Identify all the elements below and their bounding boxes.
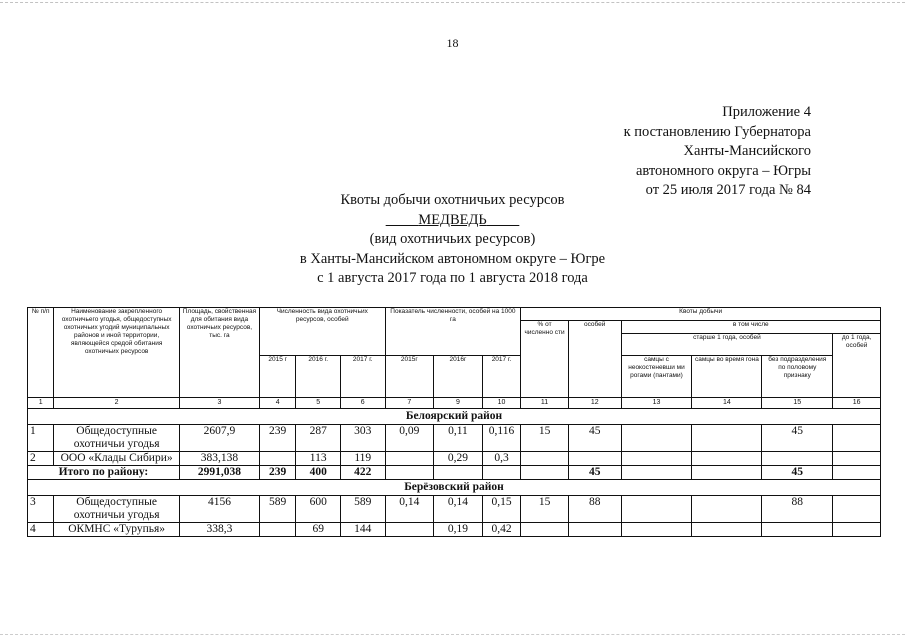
total-empty xyxy=(621,466,692,480)
header-older: старше 1 года, особей xyxy=(621,334,833,356)
species-name xyxy=(386,212,520,228)
appendix-block xyxy=(624,103,811,201)
scan-edge-bottom xyxy=(0,634,905,635)
cell-individuals: 88 xyxy=(568,496,621,523)
header-no-sex: без подразделения по половому признаку xyxy=(762,356,833,398)
page-number: 18 xyxy=(446,36,459,50)
header-males-no-horns: самцы с неокостеневши ми рогами (пантами) xyxy=(621,356,692,398)
quota-table xyxy=(27,307,881,537)
title-line: Квоты добычи охотничьих ресурсов xyxy=(340,192,565,208)
total-empty xyxy=(833,466,881,480)
table-row xyxy=(28,452,881,466)
header-no: № п/п xyxy=(28,308,54,398)
col-num: 2 xyxy=(54,398,180,409)
col-num: 1 xyxy=(28,398,54,409)
cell-d2015 xyxy=(385,452,434,466)
header-d2016: 2016г xyxy=(434,356,483,398)
cell-d2016: 0,14 xyxy=(434,496,483,523)
cell-c14 xyxy=(692,425,762,452)
header-name: Наименование закрепленного охотничьего угодья, общедоступных охотничьих угодий муниципальных районов и иной территории, являющейся средой обитания охотничьих ресурсов xyxy=(54,308,180,398)
cell-c16 xyxy=(833,496,881,523)
cell-p2017: 589 xyxy=(340,496,385,523)
species-text: МЕДВЕДЬ xyxy=(418,211,487,228)
col-num: 16 xyxy=(833,398,881,409)
region-name: Белоярский район xyxy=(28,409,881,425)
cell-p2016: 287 xyxy=(296,425,341,452)
cell-c15: 88 xyxy=(762,496,833,523)
header-d2017: 2017 г. xyxy=(482,356,521,398)
cell-d2016: 0,29 xyxy=(434,452,483,466)
cell-no: 3 xyxy=(28,496,54,523)
cell-d2017: 0,116 xyxy=(482,425,521,452)
total-p2017: 422 xyxy=(340,466,385,480)
col-num: 3 xyxy=(179,398,259,409)
cell-p2017: 303 xyxy=(340,425,385,452)
appendix-line: от 25 июля 2017 года № 84 xyxy=(645,182,811,198)
cell-c16 xyxy=(833,425,881,452)
cell-name: Общедоступные охотничьи угодья xyxy=(54,425,180,452)
total-p2015: 239 xyxy=(259,466,295,480)
header-d2015: 2015г xyxy=(385,356,434,398)
table-row xyxy=(28,425,881,452)
appendix-line: к постановлению Губернатора xyxy=(623,123,811,140)
cell-d2015: 0,09 xyxy=(385,425,434,452)
cell-c14 xyxy=(692,452,762,466)
header-y2016: 2016 г. xyxy=(296,356,341,398)
header-density: Показатель численности, особей на 1000 га xyxy=(385,308,521,356)
total-label: Итого по району: xyxy=(28,466,180,480)
appendix-line: автономного округа – Югры xyxy=(635,162,811,179)
cell-p2017: 144 xyxy=(340,523,385,537)
cell-p2016: 113 xyxy=(296,452,341,466)
cell-individuals xyxy=(568,452,621,466)
total-individuals: 45 xyxy=(568,466,621,480)
total-empty xyxy=(385,466,434,480)
col-num: 12 xyxy=(568,398,621,409)
cell-pct: 15 xyxy=(521,496,569,523)
cell-area: 4156 xyxy=(179,496,259,523)
cell-p2016: 69 xyxy=(296,523,341,537)
cell-c16 xyxy=(833,523,881,537)
title-line: в Ханты-Мансийском автономном округе – Югре xyxy=(299,250,606,267)
header-y2015: 2015 г xyxy=(259,356,295,398)
col-num: 9 xyxy=(434,398,483,409)
cell-c16 xyxy=(833,452,881,466)
header-pct: % от численно сти xyxy=(521,321,569,398)
col-num: 15 xyxy=(762,398,833,409)
cell-d2017: 0,42 xyxy=(482,523,521,537)
header-quota: Квоты добычи xyxy=(521,308,881,321)
region-name: Берёзовский район xyxy=(28,480,881,496)
cell-pct: 15 xyxy=(521,425,569,452)
header-y2017: 2017 г. xyxy=(340,356,385,398)
table-row xyxy=(28,523,881,537)
scan-edge-top xyxy=(0,2,905,3)
cell-c15: 45 xyxy=(762,425,833,452)
cell-pct xyxy=(521,452,569,466)
cell-c15 xyxy=(762,523,833,537)
cell-d2015: 0,14 xyxy=(385,496,434,523)
cell-area: 338,3 xyxy=(179,523,259,537)
header-including: в том числе xyxy=(621,321,880,334)
cell-no: 4 xyxy=(28,523,54,537)
cell-c14 xyxy=(692,496,762,523)
total-empty xyxy=(692,466,762,480)
cell-p2017: 119 xyxy=(340,452,385,466)
region-row xyxy=(28,480,881,496)
col-num: 13 xyxy=(621,398,692,409)
total-c15: 45 xyxy=(762,466,833,480)
region-row xyxy=(28,409,881,425)
col-num: 4 xyxy=(259,398,295,409)
header-area: Площадь, свойственная для обитания вида охотничьих ресурсов, тыс. га xyxy=(179,308,259,398)
cell-pct xyxy=(521,523,569,537)
total-empty xyxy=(482,466,521,480)
header-individuals: особей xyxy=(568,321,621,398)
cell-p2015: 239 xyxy=(259,425,295,452)
table-row xyxy=(28,496,881,523)
cell-name: Общедоступные охотничьи угодья xyxy=(54,496,180,523)
header-males-rut: самцы во время гона xyxy=(692,356,762,398)
cell-d2016: 0,19 xyxy=(434,523,483,537)
col-num: 5 xyxy=(296,398,341,409)
header-under1: до 1 года, особей xyxy=(833,334,881,398)
col-num: 14 xyxy=(692,398,762,409)
species-line xyxy=(0,211,905,231)
cell-individuals: 45 xyxy=(568,425,621,452)
cell-no: 1 xyxy=(28,425,54,452)
cell-name: ООО «Клады Сибири» xyxy=(54,452,180,466)
cell-p2016: 600 xyxy=(296,496,341,523)
cell-individuals xyxy=(568,523,621,537)
cell-c13 xyxy=(621,425,692,452)
title-line: (вид охотничьих ресурсов) xyxy=(369,231,536,247)
total-p2016: 400 xyxy=(296,466,341,480)
col-num: 10 xyxy=(482,398,521,409)
total-empty xyxy=(434,466,483,480)
cell-area: 2607,9 xyxy=(179,425,259,452)
cell-c15 xyxy=(762,452,833,466)
header-population: Численность вида охотничьих ресурсов, особей xyxy=(259,308,385,356)
cell-name: ОКМНС «Турупья» xyxy=(54,523,180,537)
total-empty xyxy=(521,466,569,480)
cell-d2015 xyxy=(385,523,434,537)
cell-c13 xyxy=(621,452,692,466)
col-num: 11 xyxy=(521,398,569,409)
col-num: 6 xyxy=(340,398,385,409)
column-numbers-row xyxy=(28,398,881,409)
title-line: с 1 августа 2017 года по 1 августа 2018 года xyxy=(317,270,588,286)
cell-c13 xyxy=(621,523,692,537)
document-title xyxy=(0,191,905,289)
cell-c14 xyxy=(692,523,762,537)
col-num: 7 xyxy=(385,398,434,409)
cell-area: 383,138 xyxy=(179,452,259,466)
cell-p2015 xyxy=(259,523,295,537)
total-area: 2991,038 xyxy=(179,466,259,480)
cell-p2015 xyxy=(259,452,295,466)
cell-c13 xyxy=(621,496,692,523)
cell-p2015: 589 xyxy=(259,496,295,523)
appendix-line: Приложение 4 xyxy=(722,104,811,120)
cell-d2017: 0,15 xyxy=(482,496,521,523)
cell-d2016: 0,11 xyxy=(434,425,483,452)
appendix-line: Ханты-Мансийского xyxy=(683,143,811,159)
cell-no: 2 xyxy=(28,452,54,466)
total-row xyxy=(28,466,881,480)
cell-d2017: 0,3 xyxy=(482,452,521,466)
